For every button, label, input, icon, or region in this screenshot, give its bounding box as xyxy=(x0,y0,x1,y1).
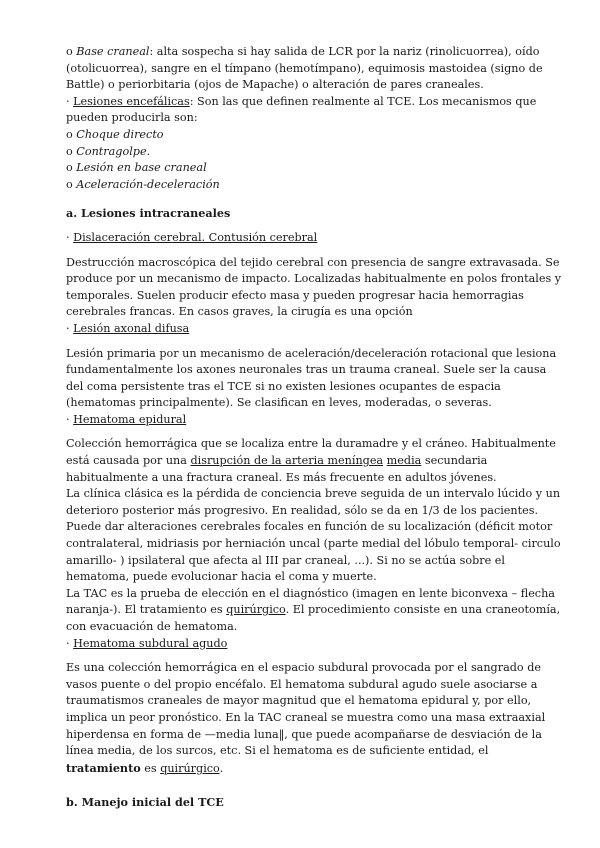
base-craneal-label: Base craneal xyxy=(76,45,150,58)
subheading-subdural: · Hematoma subdural agudo xyxy=(66,636,228,650)
document-page xyxy=(66,44,566,811)
lesiones-encefalicas-label: Lesiones encefálicas xyxy=(73,94,190,108)
paragraph-subdural: Es una colección hemorrágica en el espacio subdural provocada por el sangrado de vasos puente o del propio encéfalo. El hematoma subdural agudo suele asociarse a traumatismos craneales de mayor magnitud que el hematoma epidural y, por ello, implica un peor pronóstico. En la TAC craneal se muestra como una masa extraaxial hiperdensa en forma de —media luna‖, que puede acompañarse de desviación de la línea media, de los surcos, etc. Si el hematoma es de suficiente entidad, el tratamiento es quirúrgico. xyxy=(66,661,546,775)
paragraph-base-craneal: o Base craneal: alta sospecha si hay salida de LCR por la nariz (rinolicuorrea), oído (otolicuorrea), sangre en el tímpano (hemotímpano), equimosis mastoidea (signo de Battle) o periorbitaria (ojos de Mapache) o alteración de pares craneales. xyxy=(66,45,543,92)
paragraph-axonal: Lesión primaria por un mecanismo de aceleración/deceleración rotacional que lesiona fundamentalmente los axones neuronales tras un trauma craneal. Suele ser la causa del coma persistente tras el TCE si no existen lesiones ocupantes de espacia (hematomas principalmente). Se clasifican en leves, moderadas, o severas. xyxy=(66,346,557,410)
list-item: o Lesión en base craneal xyxy=(66,161,207,175)
subheading-dislaceracion: · Dislaceración cerebral. Contusión cerebral xyxy=(66,230,318,244)
list-item: o Choque directo xyxy=(66,127,164,141)
subheading-epidural: · Hematoma epidural xyxy=(66,412,187,426)
section-heading-a: a. Lesiones intracraneales xyxy=(66,206,231,221)
paragraph-epidural-1: Colección hemorrágica que se localiza entre la duramadre y el cráneo. Habitualmente está causada por una disrupción de la arteria meníngea media secundaria habitualmente a una fractura craneal. Es más frecuente en adultos jóvenes. xyxy=(66,437,556,484)
list-item: o Contragolpe. xyxy=(66,144,151,158)
subheading-axonal: · Lesión axonal difusa xyxy=(66,321,190,335)
section-heading-b: b. Manejo inicial del TCE xyxy=(66,795,224,810)
paragraph-dislaceracion: Destrucción macroscópica del tejido cerebral con presencia de sangre extravasada. Se produce por un mecanismo de impacto. Localizadas habitualmente en polos frontales y temporales. Suelen producir efecto masa y pueden progresar hacia hemorragias cerebrales francas. En casos graves, la cirugía es una opción xyxy=(66,255,562,319)
list-item: o Aceleración-deceleración xyxy=(66,177,220,191)
paragraph-epidural-3: La TAC es la prueba de elección en el diagnóstico (imagen en lente biconvexa – flecha naranja-). El tratamiento es quirúrgico. El procedimiento consiste en una craneotomía, con evacuación de hematoma. xyxy=(66,586,561,633)
paragraph-epidural-2: La clínica clásica es la pérdida de conciencia breve seguida de un intervalo lúcido y un deterioro posterior más progresivo. En realidad, sólo se da en 1/3 de los pacientes. Puede dar alteraciones cerebrales focales en función de su localización (déficit motor contralateral, midriasis por herniación uncal (parte medial del lóbulo temporal- circulo amarillo- ) ipsilateral que afecta al III par craneal, ...). Si no se actúa sobre el hematoma, puede evolucionar hacia el coma y muerte. xyxy=(66,487,561,584)
paragraph-lesiones-encefalicas: · Lesiones encefálicas: Son las que definen realmente al TCE. Los mecanismos que pueden producirla son: xyxy=(66,94,537,125)
